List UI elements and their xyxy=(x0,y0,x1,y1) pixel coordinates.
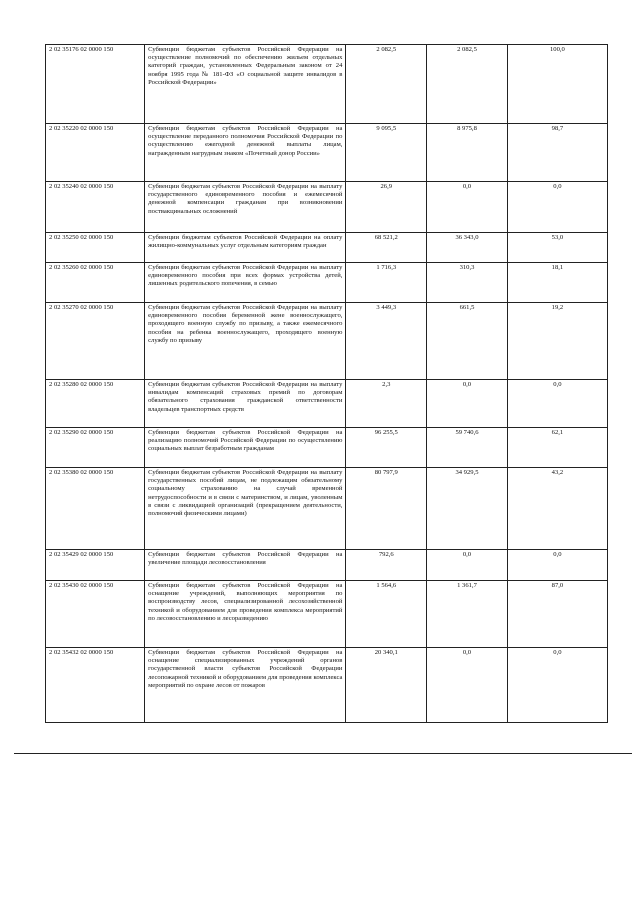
budget-code-cell: 2 02 35260 02 0000 150 xyxy=(46,263,145,303)
description-cell: Субвенции бюджетам субъектов Российской Федерации на оснащение учреждений, выполняющих мероприятия по воспроизводству лесов, специализированной лесохозяйственной техникой и оборудованием для проведения комплекса мероприятий по лесовосстановлению и лесоразведению xyxy=(145,581,346,648)
budget-code-cell: 2 02 35280 02 0000 150 xyxy=(46,380,145,428)
executed-amount-cell: 0,0 xyxy=(427,648,508,723)
subventions-table xyxy=(45,44,608,723)
planned-amount-cell: 9 095,5 xyxy=(346,124,427,182)
planned-amount-cell: 80 797,9 xyxy=(346,468,427,550)
budget-code-cell: 2 02 35380 02 0000 150 xyxy=(46,468,145,550)
budget-code-cell: 2 02 35432 02 0000 150 xyxy=(46,648,145,723)
execution-percent-cell: 0,0 xyxy=(507,182,607,233)
table-row xyxy=(46,550,608,581)
description-cell: Субвенции бюджетам субъектов Российской Федерации на выплату инвалидам компенсаций страховых премий по договорам обязательного страхования гражданской ответственности владельцев транспортных средств xyxy=(145,380,346,428)
table-row xyxy=(46,263,608,303)
execution-percent-cell: 62,1 xyxy=(507,428,607,468)
executed-amount-cell: 34 929,5 xyxy=(427,468,508,550)
executed-amount-cell: 59 740,6 xyxy=(427,428,508,468)
budget-code-cell: 2 02 35290 02 0000 150 xyxy=(46,428,145,468)
planned-amount-cell: 3 449,3 xyxy=(346,303,427,380)
execution-percent-cell: 0,0 xyxy=(507,648,607,723)
execution-percent-cell: 53,0 xyxy=(507,233,607,263)
table-row xyxy=(46,648,608,723)
planned-amount-cell: 68 521,2 xyxy=(346,233,427,263)
executed-amount-cell: 0,0 xyxy=(427,380,508,428)
table-row xyxy=(46,428,608,468)
table-row xyxy=(46,581,608,648)
execution-percent-cell: 43,2 xyxy=(507,468,607,550)
budget-code-cell: 2 02 35240 02 0000 150 xyxy=(46,182,145,233)
execution-percent-cell: 18,1 xyxy=(507,263,607,303)
planned-amount-cell: 20 340,1 xyxy=(346,648,427,723)
planned-amount-cell: 1 716,3 xyxy=(346,263,427,303)
budget-code-cell: 2 02 35430 02 0000 150 xyxy=(46,581,145,648)
description-cell: Субвенции бюджетам субъектов Российской Федерации на выплату единовременного пособия беременной жене военнослужащего, проходящего военную службу по призыву, а также ежемесячного пособия на ребенка военнослужащего, проходящего военную службу по призыву xyxy=(145,303,346,380)
budget-code-cell: 2 02 35220 02 0000 150 xyxy=(46,124,145,182)
table-row xyxy=(46,233,608,263)
planned-amount-cell: 26,9 xyxy=(346,182,427,233)
budget-code-cell: 2 02 35176 02 0000 150 xyxy=(46,45,145,124)
table-row xyxy=(46,124,608,182)
executed-amount-cell: 0,0 xyxy=(427,182,508,233)
executed-amount-cell: 2 082,5 xyxy=(427,45,508,124)
planned-amount-cell: 792,6 xyxy=(346,550,427,581)
executed-amount-cell: 310,3 xyxy=(427,263,508,303)
planned-amount-cell: 2 082,5 xyxy=(346,45,427,124)
planned-amount-cell: 96 255,5 xyxy=(346,428,427,468)
executed-amount-cell: 8 975,8 xyxy=(427,124,508,182)
executed-amount-cell: 36 343,0 xyxy=(427,233,508,263)
description-cell: Субвенции бюджетам субъектов Российской Федерации на оплату жилищно-коммунальных услуг отдельным категориям граждан xyxy=(145,233,346,263)
description-cell: Субвенции бюджетам субъектов Российской Федерации на увеличение площади лесовосстановления xyxy=(145,550,346,581)
planned-amount-cell: 2,3 xyxy=(346,380,427,428)
table-row xyxy=(46,303,608,380)
execution-percent-cell: 100,0 xyxy=(507,45,607,124)
budget-code-cell: 2 02 35270 02 0000 150 xyxy=(46,303,145,380)
description-cell: Субвенции бюджетам субъектов Российской Федерации на выплату государственных пособий лицам, не подлежащим обязательному социальному страхованию на случай временной нетрудоспособности и в связи с материнством, и лицам, уволенным в связи с ликвидацией организаций (прекращением деятельности, полномочий физическими лицами) xyxy=(145,468,346,550)
execution-percent-cell: 87,0 xyxy=(507,581,607,648)
description-cell: Субвенции бюджетам субъектов Российской Федерации на реализацию полномочий Российской Федерации по осуществлению социальных выплат безработным гражданам xyxy=(145,428,346,468)
description-cell: Субвенции бюджетам субъектов Российской Федерации на выплату государственного единовременного пособия и ежемесячной денежной компенсации гражданам при возникновении поствакцинальных осложнений xyxy=(145,182,346,233)
executed-amount-cell: 1 361,7 xyxy=(427,581,508,648)
table-row xyxy=(46,468,608,550)
table-row xyxy=(46,45,608,124)
budget-code-cell: 2 02 35429 02 0000 150 xyxy=(46,550,145,581)
description-cell: Субвенции бюджетам субъектов Российской Федерации на выплату единовременного пособия при всех формах устройства детей, лишенных родительского попечения, в семью xyxy=(145,263,346,303)
budget-code-cell: 2 02 35250 02 0000 150 xyxy=(46,233,145,263)
description-cell: Субвенции бюджетам субъектов Российской Федерации на оснащение специализированных учреждений органов государственной власти субъектов Российской Федерации лесопожарной техникой и оборудованием для проведения комплекса мероприятий по охране лесов от пожаров xyxy=(145,648,346,723)
description-cell: Субвенции бюджетам субъектов Российской Федерации на осуществление переданного полномочия Российской Федерации по осуществлению ежегодной денежной выплаты лицам, награжденным нагрудным знаком «Почетный донор России» xyxy=(145,124,346,182)
execution-percent-cell: 0,0 xyxy=(507,380,607,428)
execution-percent-cell: 19,2 xyxy=(507,303,607,380)
table-row xyxy=(46,182,608,233)
planned-amount-cell: 1 564,6 xyxy=(346,581,427,648)
executed-amount-cell: 0,0 xyxy=(427,550,508,581)
description-cell: Субвенции бюджетам субъектов Российской Федерации на осуществление полномочий по обеспечению жильем отдельных категорий граждан, установленных Федеральным законом от 24 ноября 1995 года № 181-ФЗ «О социальной защите инвалидов в Российской Федерации» xyxy=(145,45,346,124)
page-bottom-rule xyxy=(14,753,632,754)
executed-amount-cell: 661,5 xyxy=(427,303,508,380)
execution-percent-cell: 0,0 xyxy=(507,550,607,581)
table-row xyxy=(46,380,608,428)
execution-percent-cell: 98,7 xyxy=(507,124,607,182)
